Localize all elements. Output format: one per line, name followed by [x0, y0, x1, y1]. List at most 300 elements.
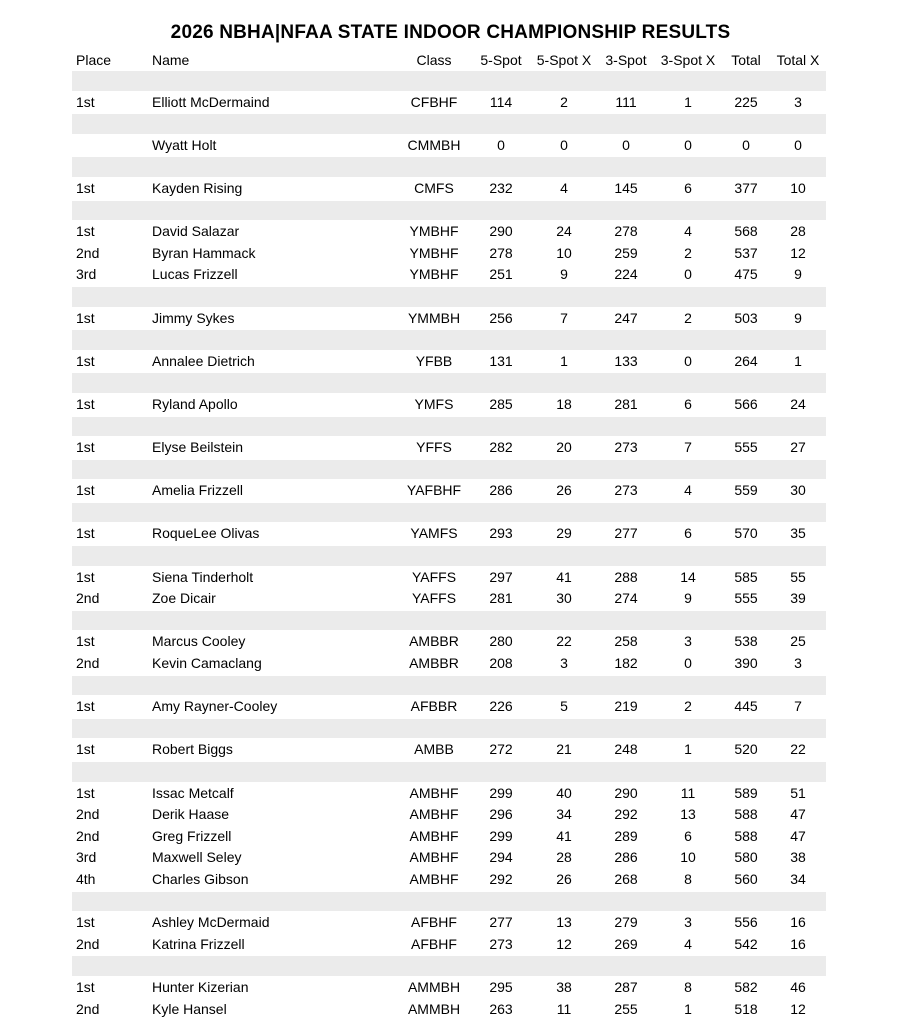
five-spot-cell: 114 [489, 93, 513, 110]
three-spot-cell: 287 [614, 978, 638, 995]
header-5-spot: 5-Spot [480, 52, 522, 68]
separator-row [0, 718, 901, 740]
separator-band [72, 157, 826, 177]
five-spot-cell: 295 [489, 978, 513, 995]
total-cell: 588 [734, 827, 758, 844]
class-cell: AFBBR [410, 698, 458, 715]
table-header [0, 50, 901, 72]
three-spot-x-cell: 7 [684, 439, 692, 456]
name-cell: Zoe Dicair [152, 590, 216, 607]
five-spot-cell: 285 [489, 395, 513, 412]
five-spot-x-cell: 41 [556, 568, 572, 585]
total-cell: 475 [734, 266, 758, 283]
five-spot-x-cell: 22 [556, 633, 572, 650]
place-cell: 1st [76, 784, 95, 801]
place-cell: 2nd [76, 806, 100, 823]
five-spot-x-cell: 28 [556, 849, 572, 866]
total-x-cell: 0 [794, 136, 802, 153]
three-spot-x-cell: 3 [684, 633, 692, 650]
three-spot-x-cell: 0 [684, 136, 692, 153]
total-x-cell: 3 [794, 655, 802, 672]
total-cell: 580 [734, 849, 758, 866]
five-spot-cell: 281 [489, 590, 513, 607]
five-spot-x-cell: 13 [556, 914, 572, 931]
class-cell: AMBHF [409, 784, 459, 801]
three-spot-cell: 279 [614, 914, 638, 931]
separator-row [0, 70, 901, 92]
five-spot-x-cell: 0 [560, 136, 568, 153]
five-spot-x-cell: 4 [560, 179, 568, 196]
table-row [0, 178, 901, 200]
header-3-spot: 3-Spot [605, 52, 647, 68]
total-cell: 585 [734, 568, 758, 585]
five-spot-cell: 294 [489, 849, 513, 866]
five-spot-x-cell: 41 [556, 827, 572, 844]
separator-band [72, 676, 826, 696]
separator-band [72, 287, 826, 307]
table-row [0, 631, 901, 653]
name-cell: Ashley McDermaid [152, 914, 270, 931]
name-cell: Derik Haase [152, 806, 230, 823]
name-cell: Robert Biggs [152, 741, 233, 758]
name-cell: Greg Frizzell [152, 827, 232, 844]
separator-band [72, 503, 826, 523]
separator-row [0, 955, 901, 977]
five-spot-x-cell: 11 [556, 1000, 572, 1017]
total-cell: 588 [734, 806, 758, 823]
three-spot-cell: 258 [614, 633, 638, 650]
total-x-cell: 30 [790, 482, 806, 499]
class-cell: AMBBR [409, 633, 459, 650]
three-spot-cell: 290 [614, 784, 638, 801]
three-spot-x-cell: 2 [684, 244, 692, 261]
total-cell: 445 [734, 698, 758, 715]
table-row [0, 739, 901, 761]
three-spot-cell: 268 [614, 870, 638, 887]
separator-band [72, 330, 826, 350]
total-x-cell: 9 [794, 266, 802, 283]
separator-row [0, 156, 901, 178]
class-cell: AMMBH [407, 978, 461, 995]
three-spot-cell: 269 [614, 935, 638, 952]
total-cell: 225 [734, 93, 758, 110]
five-spot-x-cell: 21 [556, 741, 572, 758]
place-cell: 2nd [76, 827, 100, 844]
total-x-cell: 10 [790, 179, 806, 196]
total-cell: 582 [734, 978, 758, 995]
total-x-cell: 16 [790, 935, 806, 952]
three-spot-x-cell: 11 [680, 784, 696, 801]
header-name: Name [152, 52, 190, 68]
separator-band [72, 611, 826, 631]
five-spot-cell: 251 [489, 266, 513, 283]
separator-band [72, 460, 826, 480]
separator-row [0, 610, 901, 632]
five-spot-cell: 277 [489, 914, 513, 931]
table-row [0, 221, 901, 243]
five-spot-x-cell: 30 [556, 590, 572, 607]
three-spot-cell: 133 [614, 352, 638, 369]
five-spot-cell: 282 [489, 439, 513, 456]
five-spot-cell: 278 [489, 244, 513, 261]
separator-row [0, 329, 901, 351]
class-cell: CFBHF [410, 93, 458, 110]
three-spot-x-cell: 0 [684, 352, 692, 369]
table-row [0, 351, 901, 373]
place-cell: 2nd [76, 935, 100, 952]
table-row [0, 847, 901, 869]
class-cell: YAFFS [411, 568, 457, 585]
five-spot-cell: 272 [489, 741, 513, 758]
name-cell: Marcus Cooley [152, 633, 246, 650]
total-cell: 0 [742, 136, 750, 153]
total-x-cell: 24 [790, 395, 806, 412]
place-cell: 1st [76, 568, 95, 585]
total-x-cell: 25 [790, 633, 806, 650]
table-row [0, 523, 901, 545]
name-cell: Annalee Dietrich [152, 352, 255, 369]
three-spot-x-cell: 3 [684, 914, 692, 931]
separator-band [72, 719, 826, 739]
three-spot-cell: 277 [614, 525, 638, 542]
table-row [0, 567, 901, 589]
five-spot-cell: 273 [489, 935, 513, 952]
class-cell: AMBHF [409, 806, 459, 823]
three-spot-x-cell: 8 [684, 870, 692, 887]
name-cell: Hunter Kizerian [152, 978, 249, 995]
three-spot-cell: 259 [614, 244, 638, 261]
table-row [0, 264, 901, 286]
name-cell: Wyatt Holt [152, 136, 217, 153]
class-cell: AFBHF [411, 914, 457, 931]
place-cell: 1st [76, 352, 95, 369]
class-cell: YMBHF [409, 266, 459, 283]
place-cell: 1st [76, 395, 95, 412]
table-row [0, 783, 901, 805]
total-x-cell: 12 [790, 1000, 806, 1017]
name-cell: Issac Metcalf [152, 784, 234, 801]
total-cell: 264 [734, 352, 758, 369]
three-spot-cell: 289 [614, 827, 638, 844]
five-spot-x-cell: 1 [560, 352, 568, 369]
class-cell: YMBHF [409, 244, 459, 261]
total-x-cell: 9 [794, 309, 802, 326]
class-cell: AMMBH [407, 1000, 461, 1017]
separator-row [0, 372, 901, 394]
total-cell: 559 [734, 482, 758, 499]
class-cell: AFBHF [411, 935, 457, 952]
class-cell: YAFFS [411, 590, 457, 607]
three-spot-cell: 278 [614, 223, 638, 240]
total-cell: 390 [734, 655, 758, 672]
name-cell: Lucas Frizzell [152, 266, 238, 283]
three-spot-cell: 224 [614, 266, 638, 283]
three-spot-x-cell: 8 [684, 978, 692, 995]
total-x-cell: 22 [790, 741, 806, 758]
five-spot-cell: 263 [489, 1000, 513, 1017]
five-spot-x-cell: 29 [556, 525, 572, 542]
total-x-cell: 1 [794, 352, 802, 369]
name-cell: Kevin Camaclang [152, 655, 262, 672]
name-cell: Elliott McDermaind [152, 93, 270, 110]
total-x-cell: 46 [790, 978, 806, 995]
five-spot-cell: 131 [489, 352, 513, 369]
class-cell: AMBHF [409, 827, 459, 844]
place-cell: 1st [76, 223, 95, 240]
three-spot-cell: 273 [614, 439, 638, 456]
header-total: Total [731, 52, 761, 68]
table-row [0, 869, 901, 891]
three-spot-cell: 145 [614, 179, 638, 196]
total-cell: 520 [734, 741, 758, 758]
five-spot-x-cell: 18 [556, 395, 572, 412]
five-spot-x-cell: 24 [556, 223, 572, 240]
separator-row [0, 891, 901, 913]
class-cell: YMBHF [409, 223, 459, 240]
separator-row [0, 502, 901, 524]
total-x-cell: 39 [790, 590, 806, 607]
five-spot-x-cell: 26 [556, 482, 572, 499]
separator-row [0, 675, 901, 697]
header-class: Class [416, 52, 452, 68]
total-cell: 570 [734, 525, 758, 542]
table-row [0, 653, 901, 675]
three-spot-x-cell: 1 [684, 741, 692, 758]
name-cell: Elyse Beilstein [152, 439, 244, 456]
total-cell: 589 [734, 784, 758, 801]
name-cell: Amy Rayner-Cooley [152, 698, 278, 715]
class-cell: YAFBHF [406, 482, 462, 499]
three-spot-x-cell: 0 [684, 266, 692, 283]
class-cell: CMFS [414, 179, 454, 196]
name-cell: Ryland Apollo [152, 395, 238, 412]
table-row [0, 394, 901, 416]
total-x-cell: 51 [790, 784, 806, 801]
separator-row [0, 416, 901, 438]
place-cell: 2nd [76, 244, 100, 261]
three-spot-x-cell: 2 [684, 309, 692, 326]
five-spot-cell: 299 [489, 784, 513, 801]
separator-band [72, 71, 826, 91]
total-cell: 377 [734, 179, 758, 196]
total-cell: 566 [734, 395, 758, 412]
class-cell: YMMBH [407, 309, 461, 326]
five-spot-x-cell: 26 [556, 870, 572, 887]
three-spot-cell: 111 [615, 93, 637, 110]
five-spot-x-cell: 12 [556, 935, 572, 952]
five-spot-x-cell: 9 [560, 266, 568, 283]
three-spot-cell: 247 [614, 309, 638, 326]
three-spot-x-cell: 1 [684, 93, 692, 110]
class-cell: YFBB [415, 352, 453, 369]
place-cell: 2nd [76, 655, 100, 672]
name-cell: Siena Tinderholt [152, 568, 254, 585]
three-spot-cell: 255 [614, 1000, 638, 1017]
table-row [0, 480, 901, 502]
total-x-cell: 35 [790, 525, 806, 542]
five-spot-x-cell: 34 [556, 806, 572, 823]
three-spot-x-cell: 6 [684, 179, 692, 196]
header-total-x: Total X [776, 52, 820, 68]
place-cell: 1st [76, 309, 95, 326]
table-row [0, 934, 901, 956]
three-spot-cell: 274 [614, 590, 638, 607]
five-spot-cell: 297 [489, 568, 513, 585]
name-cell: Kayden Rising [152, 179, 243, 196]
total-x-cell: 38 [790, 849, 806, 866]
table-row [0, 804, 901, 826]
total-cell: 542 [734, 935, 758, 952]
three-spot-x-cell: 6 [684, 827, 692, 844]
header-place: Place [76, 52, 112, 68]
name-cell: Maxwell Seley [152, 849, 242, 866]
five-spot-cell: 226 [489, 698, 513, 715]
place-cell: 1st [76, 978, 95, 995]
total-cell: 518 [734, 1000, 758, 1017]
three-spot-x-cell: 6 [684, 395, 692, 412]
separator-band [72, 114, 826, 134]
three-spot-cell: 273 [614, 482, 638, 499]
name-cell: Byran Hammack [152, 244, 256, 261]
place-cell: 1st [76, 741, 95, 758]
three-spot-x-cell: 6 [684, 525, 692, 542]
total-x-cell: 16 [790, 914, 806, 931]
table-row [0, 999, 901, 1021]
table-row [0, 243, 901, 265]
separator-row [0, 761, 901, 783]
name-cell: Kyle Hansel [152, 1000, 227, 1017]
class-cell: YMFS [414, 395, 454, 412]
three-spot-x-cell: 4 [684, 935, 692, 952]
three-spot-x-cell: 2 [684, 698, 692, 715]
name-cell: Charles Gibson [152, 870, 249, 887]
separator-row [0, 545, 901, 567]
separator-row [0, 286, 901, 308]
five-spot-cell: 208 [489, 655, 513, 672]
total-cell: 568 [734, 223, 758, 240]
class-cell: YAMFS [410, 525, 458, 542]
total-x-cell: 34 [790, 870, 806, 887]
table-row [0, 437, 901, 459]
results-table [0, 70, 901, 1020]
place-cell: 2nd [76, 590, 100, 607]
place-cell: 2nd [76, 1000, 100, 1017]
five-spot-cell: 0 [497, 136, 505, 153]
five-spot-cell: 280 [489, 633, 513, 650]
three-spot-cell: 288 [614, 568, 638, 585]
class-cell: AMBB [414, 741, 454, 758]
separator-row [0, 459, 901, 481]
five-spot-x-cell: 2 [560, 93, 568, 110]
place-cell: 1st [76, 525, 95, 542]
three-spot-x-cell: 1 [684, 1000, 692, 1017]
five-spot-cell: 286 [489, 482, 513, 499]
five-spot-x-cell: 5 [560, 698, 568, 715]
three-spot-x-cell: 13 [680, 806, 696, 823]
table-row [0, 588, 901, 610]
three-spot-cell: 219 [614, 698, 638, 715]
total-x-cell: 12 [790, 244, 806, 261]
class-cell: YFFS [416, 439, 452, 456]
separator-band [72, 956, 826, 976]
total-x-cell: 55 [790, 568, 806, 585]
place-cell: 1st [76, 633, 95, 650]
five-spot-x-cell: 7 [560, 309, 568, 326]
place-cell: 1st [76, 698, 95, 715]
place-cell: 3rd [76, 266, 97, 283]
table-row [0, 977, 901, 999]
three-spot-cell: 292 [614, 806, 638, 823]
separator-row [0, 200, 901, 222]
name-cell: David Salazar [152, 223, 240, 240]
table-row [0, 912, 901, 934]
separator-band [72, 417, 826, 437]
five-spot-x-cell: 38 [556, 978, 572, 995]
five-spot-cell: 296 [489, 806, 513, 823]
three-spot-cell: 0 [622, 136, 630, 153]
three-spot-cell: 286 [614, 849, 638, 866]
five-spot-x-cell: 10 [556, 244, 572, 261]
three-spot-x-cell: 10 [680, 849, 696, 866]
table-row [0, 696, 901, 718]
separator-band [72, 546, 826, 566]
total-cell: 556 [734, 914, 758, 931]
total-cell: 555 [734, 439, 758, 456]
class-cell: AMBHF [409, 849, 459, 866]
name-cell: Katrina Frizzell [152, 935, 245, 952]
place-cell: 3rd [76, 849, 97, 866]
class-cell: CMMBH [407, 136, 461, 153]
class-cell: AMBBR [409, 655, 459, 672]
five-spot-cell: 232 [489, 179, 513, 196]
three-spot-x-cell: 14 [680, 568, 696, 585]
three-spot-cell: 182 [614, 655, 638, 672]
total-x-cell: 27 [790, 439, 806, 456]
three-spot-x-cell: 4 [684, 482, 692, 499]
header-5-spot-x: 5-Spot X [536, 52, 592, 68]
total-x-cell: 7 [794, 698, 802, 715]
place-cell: 1st [76, 93, 95, 110]
table-row [0, 826, 901, 848]
table-row [0, 135, 901, 157]
five-spot-x-cell: 20 [556, 439, 572, 456]
table-row [0, 308, 901, 330]
place-cell: 1st [76, 179, 95, 196]
total-cell: 537 [734, 244, 758, 261]
place-cell: 1st [76, 439, 95, 456]
total-cell: 538 [734, 633, 758, 650]
five-spot-cell: 292 [489, 870, 513, 887]
three-spot-x-cell: 9 [684, 590, 692, 607]
three-spot-cell: 248 [614, 741, 638, 758]
page-title: 2026 NBHA|NFAA STATE INDOOR CHAMPIONSHIP RESULTS [170, 22, 731, 43]
total-x-cell: 47 [790, 827, 806, 844]
separator-band [72, 892, 826, 912]
place-cell: 4th [76, 870, 96, 887]
three-spot-x-cell: 0 [684, 655, 692, 672]
five-spot-cell: 256 [489, 309, 513, 326]
total-x-cell: 28 [790, 223, 806, 240]
place-cell: 1st [76, 482, 95, 499]
separator-band [72, 373, 826, 393]
total-x-cell: 3 [794, 93, 802, 110]
five-spot-x-cell: 3 [560, 655, 568, 672]
class-cell: AMBHF [409, 870, 459, 887]
five-spot-cell: 290 [489, 223, 513, 240]
three-spot-cell: 281 [614, 395, 638, 412]
five-spot-x-cell: 40 [556, 784, 572, 801]
total-cell: 503 [734, 309, 758, 326]
